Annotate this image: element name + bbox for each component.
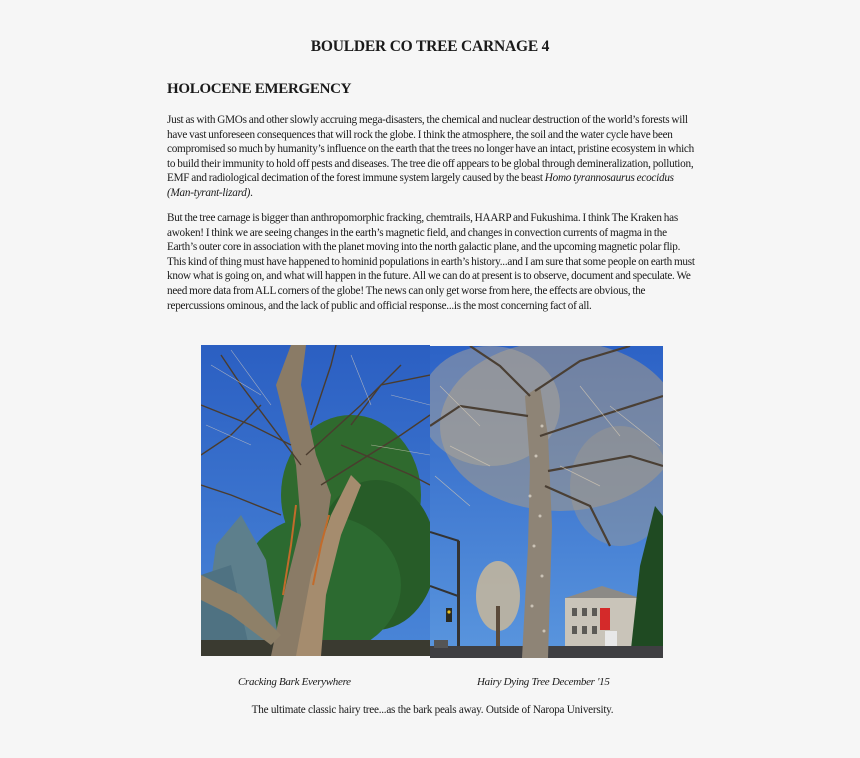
caption-right: Hairy Dying Tree December '15 — [477, 676, 610, 688]
section-heading: HOLOCENE EMERGENCY — [167, 81, 352, 97]
photo-hairy-dying-tree — [430, 346, 663, 658]
paragraph-1-italic: Homo tyrannosaurus ecocidus (Man-tyrant-lizard) — [167, 172, 674, 199]
caption-left: Cracking Bark Everywhere — [238, 676, 351, 688]
paragraph-2: But the tree carnage is bigger than anthropomorphic fracking, chemtrails, HAARP and Fukushima. I think The Kraken has awoken! I think we are seeing changes in the earth’s magnetic field, and changes in convection currents of magma in the Earth’s outer core in association with the planet moving into the north galactic plane, and the upcoming magnetic polar flip. This kind of thing must have happened to hominid populations in earth’s history...and I am sure that some people on earth must know what is going on, and what will happen in the future. All we can do at present is to observe, document and speculate. We need more data from ALL corners of the globe! The news can only get worse from here, the effects are obvious, the repercussions ominous, and the lack of public and official response...is the most concerning fact of all. — [167, 212, 695, 312]
paragraph-1 — [167, 113, 697, 201]
photo-cracking-bark — [201, 345, 430, 656]
photo-footnote: The ultimate classic hairy tree...as the bark peals away. Outside of Naropa University. — [251, 704, 614, 716]
document-title: BOULDER CO TREE CARNAGE 4 — [310, 38, 550, 55]
paragraph-1-text: Just as with GMOs and other slowly accruing mega-disasters, the chemical and nuclear destruction of the world’s forests will have vast unforeseen consequences that will rock the globe. I think the atmosphere, the soil and the water cycle have been compromised so much by humanity’s influence on the earth that the trees no longer have an intact, pristine ecosystem in which to build their immunity to hold off pests and diseases. The tree die off appears to be global through demineralization, pollution, EMF and radiological decimation of the forest immune system largely caused by the beast — [167, 114, 694, 185]
paragraph-1-end: . — [250, 186, 253, 199]
